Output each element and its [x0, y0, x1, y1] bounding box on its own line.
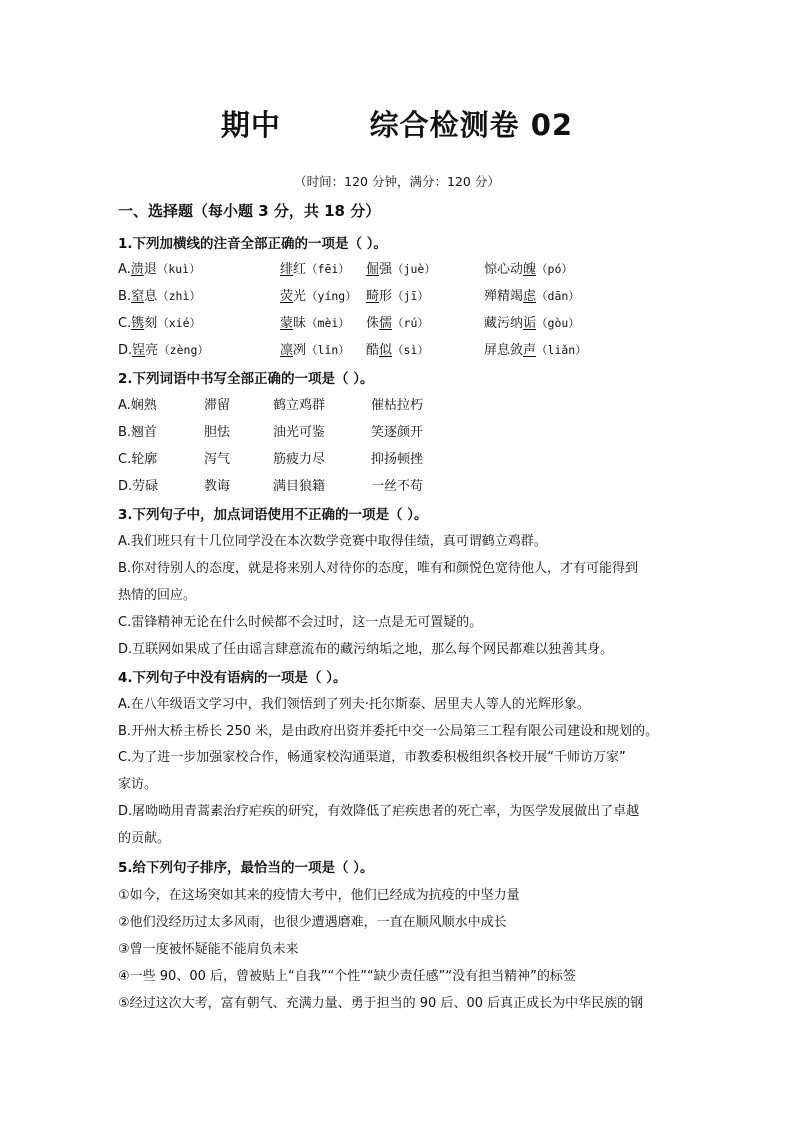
- question-5-sentence-5: ⑤经过这次大考，富有朝气、充满力量、勇于担当的 90 后、00 后真正成长为中华民族的钢: [118, 996, 644, 1011]
- question-1-option-c-item-3: [366, 312, 429, 331]
- underlined-character: 锃: [132, 343, 146, 358]
- underlined-character: 镌: [131, 316, 145, 331]
- question-3-option-b-cont: 热情的回应。: [118, 588, 197, 603]
- option-prefix: D.: [118, 343, 133, 358]
- option-prefix: 酷: [366, 343, 380, 358]
- question-1-option-d-item-4: [484, 339, 587, 358]
- question-1-option-b-item-4: [484, 285, 580, 304]
- question-5-sentence-3: ③曾一度被怀疑能不能肩负未来: [118, 942, 299, 957]
- question-1-option-c-item-1: [118, 312, 201, 331]
- underlined-character: 虑: [523, 289, 537, 304]
- underlined-character: 声: [523, 343, 537, 358]
- pinyin-annotation: （zèng）: [158, 343, 209, 357]
- pinyin-annotation: （rú）: [392, 316, 429, 330]
- question-2-option-a-word-2: 滞留: [204, 398, 231, 413]
- question-1-option-a-item-2: [280, 258, 350, 277]
- pinyin-annotation: （xié）: [157, 316, 202, 330]
- question-4-option-d-cont: 的贡献。: [118, 831, 171, 846]
- question-5-sentence-1: ①如今，在这场突如其来的疫情大考中，他们已经成为抗疫的中坚力量: [118, 888, 520, 903]
- question-2-option-c-word-2: 泻气: [204, 452, 231, 467]
- question-3-option-a: A.我们班只有十几位同学没在本次数学竞赛中取得佳绩，真可谓鹤立鸡群。: [118, 534, 547, 549]
- option-suffix: 光: [293, 289, 307, 304]
- pinyin-annotation: （yíng）: [306, 289, 357, 303]
- question-2-option-b-word-4: 笑逐颜开: [371, 425, 424, 440]
- pinyin-annotation: （lǐn）: [306, 343, 350, 357]
- question-2-option-a-word-3: 鹤立鸡群: [273, 398, 326, 413]
- question-5-stem: 5.给下列句子排序，最恰当的一项是（ ）。: [118, 860, 374, 876]
- question-1-option-b-item-1: [118, 285, 201, 304]
- question-2-option-d-word-1: D.劳碌: [118, 479, 159, 494]
- question-3-stem: 3.下列句子中，加点词语使用不正确的一项是（ ）。: [118, 507, 428, 523]
- pinyin-annotation: （juè）: [392, 262, 436, 276]
- option-suffix: 刻: [144, 316, 158, 331]
- section-heading: 一、选择题（每小题 3 分，共 18 分）: [118, 202, 381, 220]
- question-2-option-b-word-2: 胆怯: [204, 425, 231, 440]
- question-4-option-b: B.开州大桥主桥长 250 米，是由政府出资并委托中交一公局第三工程有限公司建设和规划的。: [118, 724, 659, 739]
- pinyin-annotation: （pó）: [536, 262, 573, 276]
- pinyin-annotation: （kuì）: [156, 262, 201, 276]
- question-2-option-d-word-2: 教诲: [204, 479, 231, 494]
- option-prefix: 惊心动: [484, 262, 524, 277]
- question-3-option-c: C.雷锋精神无论在什么时候都不会过时，这一点是无可置疑的。: [118, 615, 483, 630]
- option-prefix: A.: [118, 262, 131, 277]
- pinyin-annotation: （jī）: [392, 289, 429, 303]
- option-prefix: 侏: [366, 316, 380, 331]
- underlined-character: 儒: [379, 316, 393, 331]
- question-1-option-a-item-4: [484, 258, 573, 277]
- question-2-option-b-word-3: 油光可鉴: [273, 425, 326, 440]
- question-2-option-b-word-1: B.翘首: [118, 425, 158, 440]
- pinyin-annotation: （gòu）: [536, 316, 580, 330]
- pinyin-annotation: （fēi）: [306, 262, 350, 276]
- option-suffix: 息: [144, 289, 158, 304]
- option-suffix: 退: [143, 262, 157, 277]
- question-2-option-c-word-3: 筋疲力尽: [273, 452, 326, 467]
- question-5-sentence-4: ④一些 90、00 后，曾被贴上“自我”“个性”“缺少责任感”“没有担当精神”的标签: [118, 969, 576, 984]
- question-1-option-a-item-3: [366, 258, 436, 277]
- option-suffix: 昧: [293, 316, 307, 331]
- question-1-option-d-item-2: [280, 339, 350, 358]
- question-3-option-b: B.你对待别人的态度，就是将来别人对待你的态度，唯有和颜悦色宽待他人，才有可能得到: [118, 561, 639, 576]
- option-prefix: C.: [118, 316, 132, 331]
- question-2-option-a-word-4: 催枯拉朽: [371, 398, 424, 413]
- underlined-character: 畸: [366, 289, 380, 304]
- option-suffix: 红: [293, 262, 307, 277]
- pinyin-annotation: （mèi）: [306, 316, 350, 330]
- question-4-stem: 4.下列句子中没有语病的一项是（ ）。: [118, 670, 347, 686]
- option-prefix: B.: [118, 289, 132, 304]
- question-1-option-b-item-2: [280, 285, 357, 304]
- option-suffix: 强: [379, 262, 393, 277]
- underlined-character: 溃: [130, 262, 144, 277]
- question-4-option-c: C.为了进一步加强家校合作，畅通家校沟通渠道，市教委积极组织各校开展“千师访万家”: [118, 750, 626, 765]
- question-2-stem: 2.下列词语中书写全部正确的一项是（ ）。: [118, 371, 374, 387]
- option-prefix: 殚精竭: [484, 289, 524, 304]
- question-2-option-c-word-4: 抑扬顿挫: [371, 452, 424, 467]
- underlined-character: 蒙: [280, 316, 294, 331]
- pinyin-annotation: （dān）: [536, 289, 580, 303]
- question-5-sentence-2: ②他们没经历过太多风雨，也很少遭遇磨难，一直在顺风顺水中成长: [118, 915, 507, 930]
- pinyin-annotation: （liǎn）: [536, 343, 587, 357]
- pinyin-annotation: （sì）: [392, 343, 429, 357]
- question-4-option-a: A.在八年级语文学习中，我们领悟到了列夫·托尔斯泰、居里夫人等人的光辉形象。: [118, 697, 590, 712]
- option-prefix: 屏息敛: [484, 343, 524, 358]
- underlined-character: 凛: [280, 343, 294, 358]
- pinyin-annotation: （zhì）: [157, 289, 201, 303]
- question-1-option-a-item-1: [118, 258, 201, 277]
- option-suffix: 亮: [145, 343, 159, 358]
- underlined-character: 倔: [366, 262, 380, 277]
- underlined-character: 诟: [523, 316, 537, 331]
- question-4-option-c-cont: 家访。: [118, 777, 158, 792]
- underlined-character: 荧: [280, 289, 294, 304]
- underlined-character: 绯: [280, 262, 294, 277]
- question-1-option-d-item-3: [366, 339, 429, 358]
- exam-title: 期中 综合检测卷 02: [220, 108, 574, 142]
- question-1-option-c-item-4: [484, 312, 580, 331]
- option-suffix: 冽: [293, 343, 307, 358]
- question-2-option-d-word-3: 满目狼籍: [273, 479, 326, 494]
- question-1-stem: 1.下列加横线的注音全部正确的一项是（ ）。: [118, 236, 387, 252]
- question-1-option-c-item-2: [280, 312, 350, 331]
- underlined-character: 魄: [523, 262, 537, 277]
- exam-subtitle: （时间：120 分钟，满分：120 分）: [294, 174, 500, 189]
- option-prefix: 藏污纳: [484, 316, 524, 331]
- question-2-option-d-word-4: 一丝不苟: [371, 479, 424, 494]
- underlined-character: 似: [379, 343, 393, 358]
- underlined-character: 窒: [131, 289, 145, 304]
- question-2-option-c-word-1: C.轮廓: [118, 452, 158, 467]
- question-1-option-d-item-1: [118, 339, 209, 358]
- option-suffix: 形: [379, 289, 393, 304]
- question-3-option-d: D.互联网如果成了任由谣言肆意流布的藏污纳垢之地，那么每个网民都难以独善其身。: [118, 642, 614, 657]
- question-4-option-d: D.屠呦呦用青蒿素治疗疟疾的研究，有效降低了疟疾患者的死亡率，为医学发展做出了卓越: [118, 804, 640, 819]
- question-2-option-a-word-1: A.娴熟: [118, 398, 157, 413]
- question-1-option-b-item-3: [366, 285, 429, 304]
